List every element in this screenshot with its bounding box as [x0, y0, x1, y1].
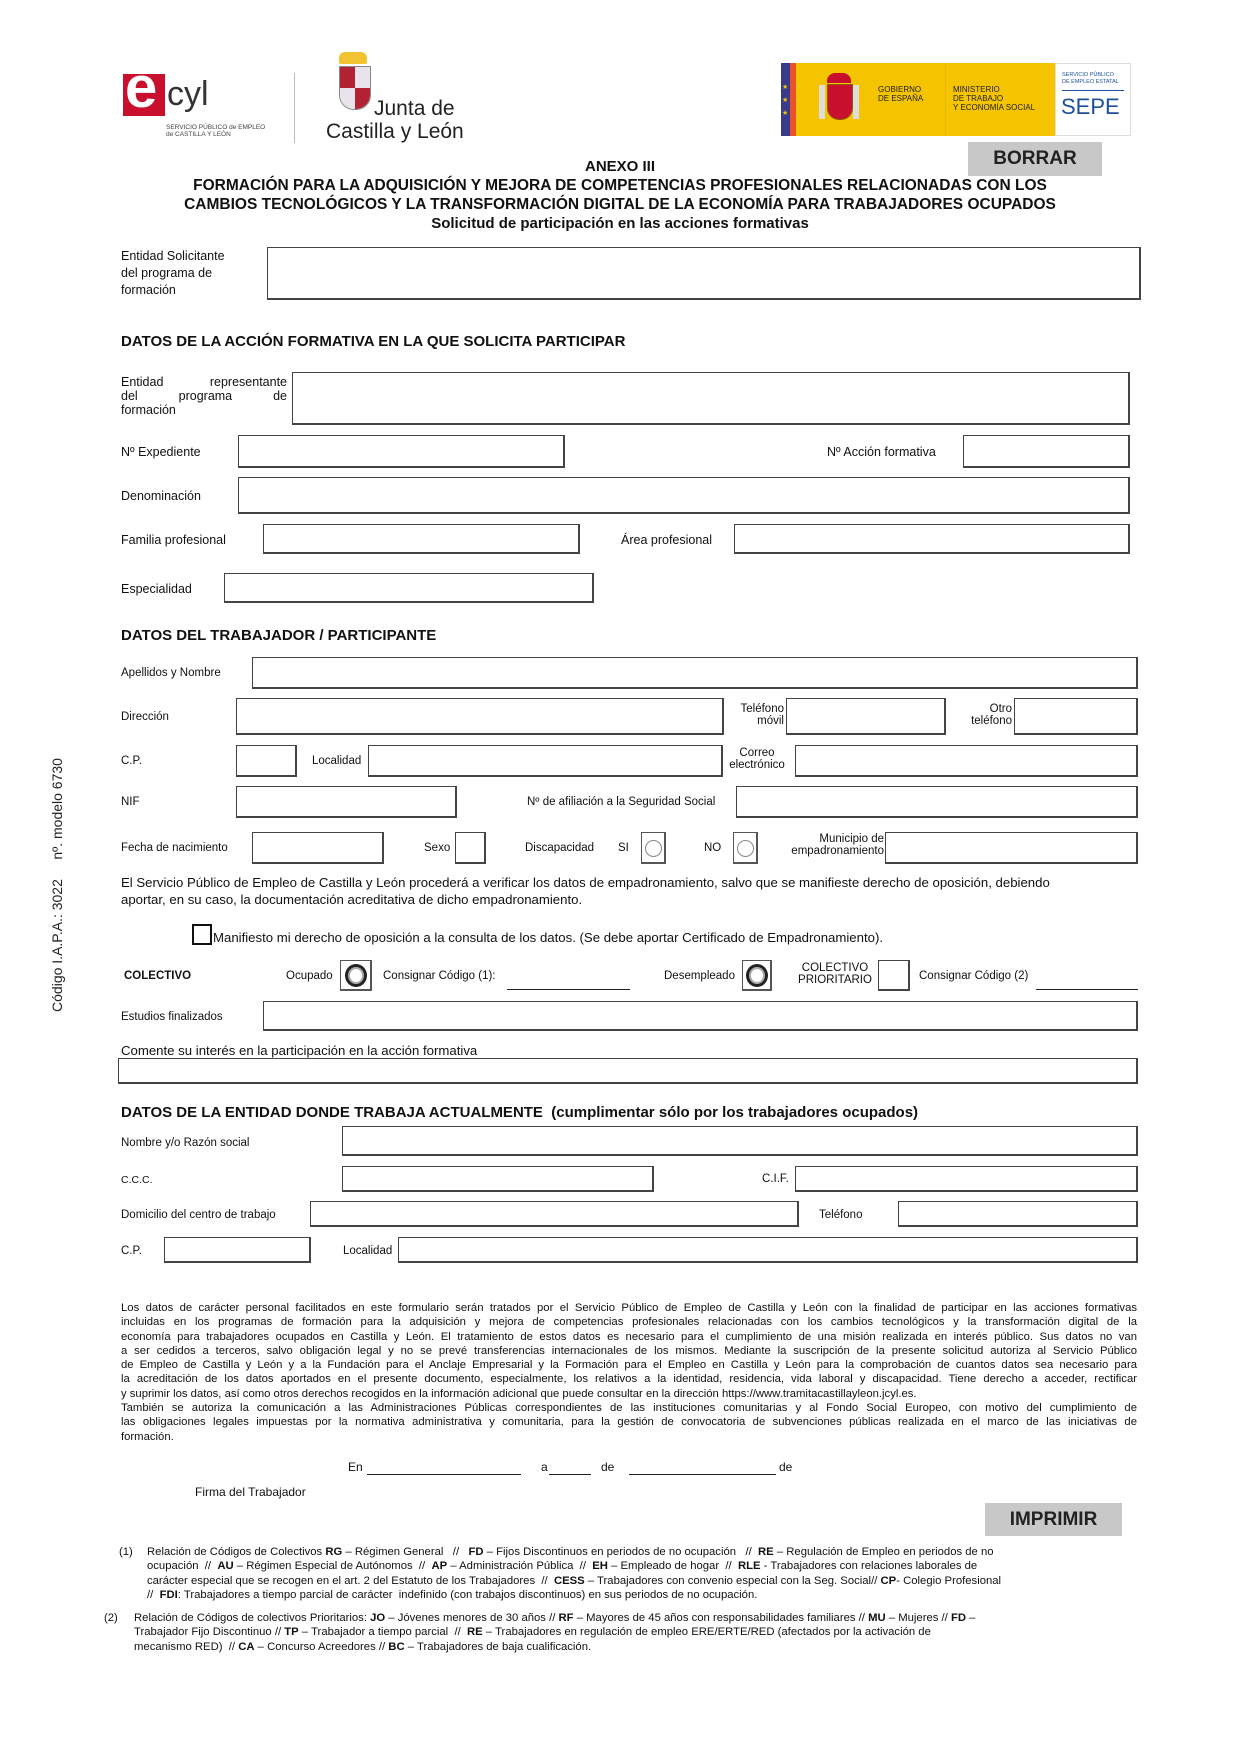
- logo-divider: [294, 73, 295, 143]
- colectivo-label: COLECTIVO: [124, 970, 192, 982]
- form-code-vertical: Código I.A.P.A.: 3022 nº. modelo 6730: [49, 758, 65, 1012]
- empresa-heading: [121, 1104, 918, 1121]
- domicilio-field[interactable]: [310, 1201, 799, 1227]
- otro-telefono-label-l2: teléfono: [971, 715, 1012, 727]
- colectivo-prioritario-label-l1: COLECTIVO: [801, 962, 869, 974]
- privacy-line: También se autoriza la comunicación a las Administraciones Públicas correspondientes de las instituciones comunitarias y al Fondo Social Europeo, con motivo del cumplimiento de: [121, 1402, 1137, 1415]
- localidad-field[interactable]: [368, 745, 723, 777]
- entidad-rep-word: programa: [178, 389, 233, 403]
- borrar-button[interactable]: BORRAR: [968, 142, 1102, 176]
- ecyl-logo-word: cyl: [167, 75, 209, 113]
- nacimiento-field[interactable]: [252, 832, 384, 864]
- crown-icon: [339, 52, 367, 64]
- municipio-label-l2: empadronamiento: [791, 845, 884, 857]
- discapacidad-no-label: NO: [704, 842, 722, 854]
- ecyl-logo-line2: de CASTILLA Y LEÓN: [166, 131, 231, 138]
- codigo-2-field[interactable]: [1036, 989, 1138, 990]
- estudios-field[interactable]: [263, 1001, 1138, 1031]
- interes-field[interactable]: [118, 1058, 1138, 1084]
- firma-mes-field[interactable]: [629, 1474, 776, 1475]
- privacy-line: formación.: [121, 1430, 174, 1443]
- empresa-cp-field[interactable]: [164, 1237, 311, 1263]
- empresa-heading-note: (cumplimentar sólo por los trabajadores ocupados): [551, 1104, 919, 1121]
- expediente-field[interactable]: [238, 435, 565, 468]
- nif-field[interactable]: [236, 786, 457, 818]
- entidad-rep-word: formación: [121, 403, 176, 417]
- sexo-field[interactable]: [455, 832, 486, 864]
- ccc-field[interactable]: [342, 1166, 654, 1192]
- form-title-line2: CAMBIOS TECNOLÓGICOS Y LA TRANSFORMACIÓN DIGITAL DE LA ECONOMÍA PARA TRABAJADORES OCUPADOS: [184, 196, 1056, 213]
- entidad-solicitante-label-l1: Entidad Solicitante: [121, 249, 225, 263]
- domicilio-label: Domicilio del centro de trabajo: [121, 1209, 276, 1221]
- spain-coat-of-arms-icon: [819, 73, 859, 125]
- interes-label: Comente su interés en la participación en la acción formativa: [121, 1043, 478, 1058]
- codigo-1-field[interactable]: [507, 989, 630, 990]
- ccc-label: C.C.C.: [121, 1174, 153, 1186]
- star-icon: ★: [782, 84, 789, 91]
- sepe-rule: [1062, 90, 1124, 91]
- discapacidad-no-radio[interactable]: [733, 832, 758, 864]
- area-label: Área profesional: [621, 533, 713, 547]
- empresa-telefono-field[interactable]: [898, 1201, 1138, 1227]
- firma-lugar-field[interactable]: [367, 1474, 521, 1475]
- correo-label: [724, 747, 790, 771]
- otro-telefono-label-l1: Otro: [989, 703, 1012, 715]
- movil-label-l1: Teléfono: [740, 703, 784, 715]
- localidad-label: Localidad: [312, 755, 362, 767]
- sepe-word: SEPE: [1061, 94, 1120, 119]
- ministerio-line2: DE TRABAJO: [953, 94, 1004, 103]
- especialidad-label: Especialidad: [121, 582, 192, 596]
- entidad-rep-label: [121, 375, 287, 417]
- firma-dia-field[interactable]: [549, 1474, 591, 1475]
- gov-divider: [945, 63, 946, 136]
- ministerio-line3: Y ECONOMÍA SOCIAL: [953, 103, 1036, 112]
- correo-field[interactable]: [795, 745, 1138, 777]
- entidad-representante-field[interactable]: [292, 372, 1130, 425]
- cif-field[interactable]: [795, 1166, 1138, 1192]
- entidad-solicitante-label-l3: formación: [121, 283, 176, 297]
- sexo-label: Sexo: [424, 842, 451, 854]
- privacy-line: y suprimir los datos, así como otros derechos recogidos en la información adicional que puede consultar en la dirección https://www.tramitacastillayleon.jcyl.es.: [121, 1387, 917, 1400]
- oposicion-checkbox[interactable]: [192, 924, 212, 945]
- accion-formativa-heading: DATOS DE LA ACCIÓN FORMATIVA EN LA QUE SOLICITA PARTICIPAR: [121, 333, 626, 350]
- otro-telefono-field[interactable]: [1014, 698, 1138, 735]
- privacy-line: incluidas en los programas de formación para la adquisición y mejora de competencias profesionales relacionadas con los cambios tecnológicos y la transformación digital de la: [121, 1316, 1137, 1329]
- colectivo-prioritario-label: [790, 962, 880, 986]
- entidad-rep-word: Entidad: [121, 375, 164, 389]
- empadronamiento-text-l1: El Servicio Público de Empleo de Castilla y León procederá a verificar los datos de empadronamiento, salvo que se manifieste derecho de oposición, debiendo: [121, 875, 1050, 890]
- empresa-cp-label: C.P.: [121, 1245, 142, 1257]
- afiliacion-field[interactable]: [736, 786, 1138, 818]
- empresa-localidad-field[interactable]: [398, 1237, 1138, 1263]
- razon-social-field[interactable]: [342, 1126, 1138, 1156]
- coat-of-arms-icon: [339, 66, 371, 110]
- privacy-line: las obligaciones legales impuestas por la normativa administrativa y comunitaria, para la gestión de convocatoria de subvenciones públicas realizada en el marco de las iniciativas de: [121, 1416, 1137, 1429]
- annex-label: ANEXO III: [584, 158, 655, 175]
- cp-field[interactable]: [236, 745, 297, 777]
- privacy-line: a ser cedidos a terceros, salvo obligación legal y no se prevé transferencias internacionales de los mismos. Mediante la suscripción de la presente solicitud autoriza al Servicio Público: [121, 1344, 1137, 1357]
- imprimir-button[interactable]: IMPRIMIR: [985, 1503, 1122, 1536]
- privacy-notice: [121, 1301, 1137, 1444]
- entidad-solicitante-label-l2: del programa de: [121, 266, 213, 280]
- junta-logo-line2: Castilla y León: [326, 120, 464, 143]
- entidad-rep-word: representante: [209, 375, 287, 389]
- ocupado-radio[interactable]: [340, 960, 372, 991]
- discapacidad-si-radio[interactable]: [641, 832, 666, 864]
- correo-label-l1: Correo: [739, 747, 775, 759]
- apellidos-field[interactable]: [252, 657, 1138, 689]
- junta-logo: [326, 52, 476, 147]
- star-icon: ★: [782, 97, 789, 104]
- junta-logo-line1: Junta de: [374, 97, 455, 120]
- num-accion-field[interactable]: [963, 435, 1130, 468]
- movil-label-l2: móvil: [757, 715, 784, 727]
- desempleado-label: Desempleado: [664, 970, 735, 982]
- nacimiento-label: Fecha de nacimiento: [121, 842, 228, 854]
- sepe-logo: [1055, 63, 1131, 136]
- sepe-line1: SERVICIO PÚBLICO: [1062, 72, 1114, 78]
- consignar-codigo-1-label: Consignar Código (1):: [383, 970, 496, 982]
- privacy-line: Los datos de carácter personal facilitados en este formulario serán tratados por el Servicio Público de Empleo de Castilla y León con la finalidad de participar en las acciones formativas: [121, 1302, 1137, 1314]
- afiliacion-label: Nº de afiliación a la Seguridad Social: [527, 796, 716, 808]
- razon-social-label: Nombre y/o Razón social: [121, 1137, 250, 1149]
- nif-label: NIF: [121, 796, 140, 808]
- sepe-line2: DE EMPLEO ESTATAL: [1062, 79, 1119, 85]
- desempleado-radio[interactable]: [742, 960, 772, 991]
- denominacion-label: Denominación: [121, 489, 201, 503]
- note-2-line: mecanismo RED) // CA – Concurso Acreedores // BC – Trabajadores de baja cualificación.: [134, 1640, 592, 1653]
- ocupado-label: Ocupado: [286, 970, 333, 982]
- familia-field[interactable]: [263, 524, 580, 554]
- direccion-field[interactable]: [236, 698, 724, 735]
- colectivo-prioritario-checkbox[interactable]: [878, 960, 910, 991]
- correo-label-l2: electrónico: [729, 759, 785, 771]
- firma-en-label: En: [348, 1460, 363, 1474]
- entidad-rep-word: del: [121, 389, 138, 403]
- municipio-label-l1: Municipio de: [819, 833, 884, 845]
- especialidad-field[interactable]: [224, 573, 594, 603]
- entidad-rep-word: de: [273, 389, 287, 403]
- oposicion-label: Manifiesto mi derecho de oposición a la consulta de los datos. (Se debe aportar Certificado de Empadronamiento).: [213, 930, 884, 945]
- spain-band: [790, 63, 796, 136]
- cp-label: C.P.: [121, 755, 142, 767]
- familia-label: Familia profesional: [121, 533, 226, 547]
- num-accion-label: Nº Acción formativa: [827, 445, 936, 459]
- apellidos-label: Apellidos y Nombre: [121, 667, 221, 679]
- empresa-telefono-label: Teléfono: [819, 1209, 863, 1221]
- discapacidad-label: Discapacidad: [525, 842, 595, 854]
- note-2-line: Relación de Códigos de colectivos Prioritarios: JO – Jóvenes menores de 30 años // RF – Mayores de 45 años con responsabilidades familiares // MU – Mujeres // FD –: [134, 1612, 976, 1624]
- note-1-number: (1): [119, 1546, 133, 1558]
- gobierno-line1: GOBIERNO: [878, 85, 922, 94]
- telefono-movil-field[interactable]: [786, 698, 946, 735]
- firma-a-label: a: [541, 1460, 548, 1474]
- note-1-line: Relación de Códigos de Colectivos RG – Régimen General // FD – Fijos Discontinuos en periodos de no ocupación // RE – Regulación de Empleo en periodos de no: [147, 1546, 994, 1558]
- ministerio-line1: MINISTERIO: [953, 85, 1000, 94]
- gobierno-line2: DE ESPAÑA: [878, 94, 924, 103]
- estudios-label: Estudios finalizados: [121, 1011, 223, 1023]
- entidad-solicitante-field[interactable]: [267, 247, 1141, 300]
- consignar-codigo-2-label: Consignar Código (2): [919, 970, 1029, 982]
- note-1-line: // FDI: Trabajadores a tiempo parcial de carácter indefinido (con trabajos discontinuos) en sus periodos de no ocupación.: [147, 1588, 758, 1601]
- empadronamiento-text-l2: aportar, en su caso, la documentación acreditativa de dicho empadronamiento.: [121, 892, 583, 907]
- empresa-heading-title: DATOS DE LA ENTIDAD DONDE TRABAJA ACTUALMENTE: [121, 1104, 543, 1121]
- gobierno-espana-logo: [781, 63, 1131, 136]
- firma-de2-label: de: [779, 1460, 793, 1474]
- firma-de1-label: de: [601, 1460, 615, 1474]
- empresa-localidad-label: Localidad: [343, 1245, 393, 1257]
- note-2-number: (2): [104, 1612, 118, 1624]
- trabajador-heading: DATOS DEL TRABAJADOR / PARTICIPANTE: [121, 627, 437, 644]
- area-field[interactable]: [734, 524, 1130, 554]
- ecyl-logo-e: e: [125, 55, 158, 120]
- colectivo-prioritario-label-l2: PRIORITARIO: [798, 974, 872, 986]
- direccion-label: Dirección: [121, 711, 169, 723]
- note-2-line: Trabajador Fijo Discontinuo // TP – Trabajador a tiempo parcial // RE – Trabajadores en regulación de empleo ERE/ERTE/RED (afectados por la activación de: [134, 1626, 931, 1639]
- privacy-line: la acreditación de los datos aportados en el presente documento, especialmente, los relativos a la identidad, residencia, vida laboral y discapacidad. Tiene derecho a acceder, rectificar: [121, 1373, 1137, 1386]
- form-title-line1: FORMACIÓN PARA LA ADQUISICIÓN Y MEJORA DE COMPETENCIAS PROFESIONALES RELACIONADAS CON LOS: [193, 177, 1047, 194]
- note-1-line: ocupación // AU – Régimen Especial de Autónomos // AP – Administración Pública // EH – Empleado de hogar // RLE - Trabajadores con relaciones laborales de: [147, 1560, 978, 1573]
- firma-trabajador-label: Firma del Trabajador: [195, 1485, 306, 1499]
- privacy-line: economía para trabajadores ocupados en Castilla y León. El tratamiento de estos datos es necesario para el cumplimiento de una misión realizada en interés público. Sus datos no van: [121, 1330, 1137, 1343]
- expediente-label: Nº Expediente: [121, 445, 201, 459]
- star-icon: ★: [782, 110, 789, 117]
- privacy-line: de Empleo de Castilla y León y a la Fundación para el Anclaje Empresarial y la Formación para el Empleo en Castilla y León para la comprobación de cuantos datos sea necesario para: [121, 1359, 1137, 1372]
- form-subtitle: Solicitud de participación en las acciones formativas: [431, 215, 809, 232]
- denominacion-field[interactable]: [238, 477, 1130, 514]
- ecyl-logo: [123, 55, 273, 142]
- note-1: [147, 1545, 1097, 1602]
- ecyl-logo-line1: SERVICIO PÚBLICO de EMPLEO: [166, 124, 266, 131]
- municipio-field[interactable]: [885, 832, 1138, 864]
- discapacidad-si-label: SI: [618, 842, 629, 854]
- municipio-label: [774, 833, 884, 857]
- cif-label: C.I.F.: [762, 1173, 789, 1185]
- otro-telefono-label: [960, 703, 1012, 727]
- note-1-line: carácter especial que se recogen en el art. 2 del Estatuto de los Trabajadores // CESS – Trabajadores con convenio especial con la Seg. Social// CP- Colegio Profesional: [147, 1574, 1002, 1587]
- movil-label: [722, 703, 784, 727]
- note-2: [134, 1611, 1114, 1654]
